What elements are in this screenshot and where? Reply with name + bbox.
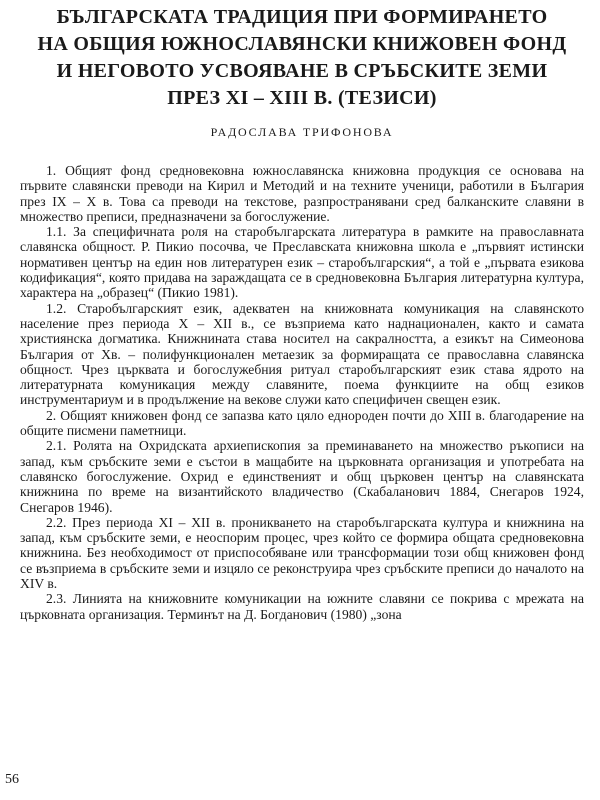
- title-line: И НЕГОВОТО УСВОЯВАНЕ В СРЪБСКИТЕ ЗЕМИ: [56, 60, 548, 82]
- title-line: ПРЕЗ XI – XIII В. (ТЕЗИСИ): [167, 87, 437, 109]
- paragraph: 2. Общият книжовен фонд се запазва като цяло еднороден почти до XIII в. благодарение на общите писмени паметници.: [20, 407, 584, 439]
- paragraph: 2.2. През периода XI – XII в. проникването на старобългарската култура и книжнина на запад, към сръбските земи, е неоспорим процес, чрез който се формира общата средновековна книжнина. Без необходимост от приспособяване или трансформации този общ книжовен фонд се възприема в сръбските земи и изцяло се реконструира чрез сръбските преписи до началото на XIV в.: [20, 514, 584, 592]
- paragraph: 1. Общият фонд средновековна южнославянска книжовна продукция се основава на първите славянски преводи на Кирил и Методий и на техните ученици, работили в България през IX – X в. Това са преводи на текстове, разпространявани сред балканските славяни в множество преписи, предназначени за богослужение.: [20, 163, 584, 224]
- paragraph: 1.2. Старобългарският език, адекватен на книжовната комуникация на славянското население през периода X – XII в., се възприема като наднационален, както и самата християнска догматика. Книжнината става носител на сакралността, а езикът на Симеонова България от Хв. – полифункционален метаезик за формиращата се православна славянска общност. Чрез църквата и богослужебния ритуал старобългарският език става ядрото на литературната комуникация между славяните, поема функциите на общ езиков инструментариум и в продължение на векове служи като специфичен свещен език.: [20, 300, 584, 408]
- page-number: 56: [5, 772, 19, 787]
- paragraph: 2.1. Ролята на Охридската архиепископия за преминаването на множество ръкописи на запад, към сръбските земи е състои в мащабите на църковната организация и употребата на славянско богослужение. Охрид е единственият и общ църковен център на славянската книжнина по време на византийското владичество (Скабаланович 1884, Снегаров 1924, Снегаров 1946).: [20, 438, 584, 515]
- title-line: БЪЛГАРСКАТА ТРАДИЦИЯ ПРИ ФОРМИРАНЕТО: [56, 6, 548, 28]
- title-line: НА ОБЩИЯ ЮЖНОСЛАВЯНСКИ КНИЖОВЕН ФОНД: [37, 33, 567, 55]
- paragraph: 1.1. За специфичната роля на старобългарската литература в рамките на православната славянска общност. Р. Пикио посочва, че Преславската книжовна школа е „първият истински нормативен център на един нов литературен език – старобългарския“, а той е „първата езикова кодификация“, която придава на зараждащата се в средновековна България литературна култура, характера на „образец“ (Пикио 1981).: [20, 224, 584, 301]
- article-body: [20, 163, 584, 622]
- paragraph: 2.3. Линията на книжовните комуникации на южните славяни се покрива с мрежата на църковната организация. Терминът на Д. Богданович (1980) „зона: [20, 591, 584, 622]
- author-name: РАДОСЛАВА ТРИФОНОВА: [210, 125, 394, 139]
- article-title: [20, 0, 584, 112]
